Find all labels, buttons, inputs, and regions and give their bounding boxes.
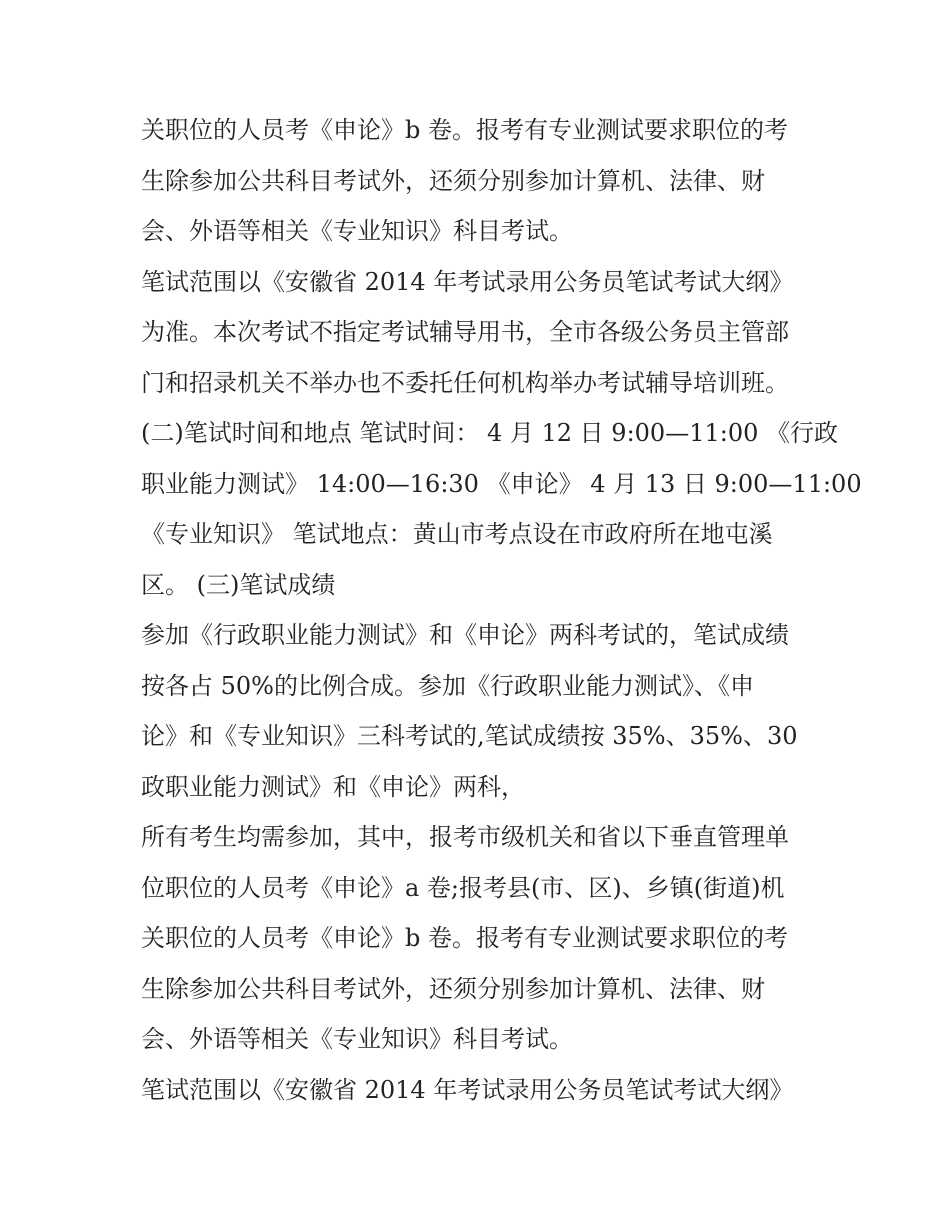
text-line: 会、外语等相关《专业知识》科目考试。	[141, 1025, 573, 1053]
text-line: 所有考生均需参加，其中，报考市级机关和省以下垂直管理单	[141, 823, 789, 851]
text-line: 笔试范围以《安徽省 2014 年考试录用公务员笔试考试大纲》	[141, 268, 794, 296]
text-line: 门和招录机关不举办也不委托任何机构举办考试辅导培训班。	[141, 369, 789, 397]
text-line: 关职位的人员考《申论》b 卷。报考有专业测试要求职位的考	[141, 116, 788, 144]
text-line: 生除参加公共科目考试外，还须分别参加计算机、法律、财	[141, 975, 765, 1003]
text-line: 政职业能力测试》和《申论》两科，	[141, 773, 525, 801]
text-line: 会、外语等相关《专业知识》科目考试。	[141, 217, 573, 245]
text-line: 生除参加公共科目考试外，还须分别参加计算机、法律、财	[141, 167, 765, 195]
text-line: 职业能力测试》 14:00—16:30 《申论》 4 月 13 日 9:00—11:00	[141, 470, 862, 498]
text-line: 论》和《专业知识》三科考试的,笔试成绩按 35%、35%、30	[141, 722, 798, 750]
text-line: 按各占 50%的比例合成。参加《行政职业能力测试》、《申	[141, 672, 754, 700]
text-line: 区。 (三)笔试成绩	[141, 571, 336, 599]
text-line: 《专业知识》 笔试地点：黄山市考点设在市政府所在地屯溪	[141, 520, 773, 548]
text-line: 参加《行政职业能力测试》和《申论》两科考试的，笔试成绩	[141, 621, 789, 649]
text-line: (二)笔试时间和地点 笔试时间： 4 月 12 日 9:00—11:00 《行政	[141, 419, 838, 447]
text-line: 笔试范围以《安徽省 2014 年考试录用公务员笔试考试大纲》	[141, 1076, 794, 1104]
text-line: 关职位的人员考《申论》b 卷。报考有专业测试要求职位的考	[141, 924, 788, 952]
text-line: 为准。本次考试不指定考试辅导用书，全市各级公务员主管部	[141, 318, 789, 346]
text-line: 位职位的人员考《申论》a 卷;报考县(市、区)、乡镇(街道)机	[141, 874, 785, 902]
